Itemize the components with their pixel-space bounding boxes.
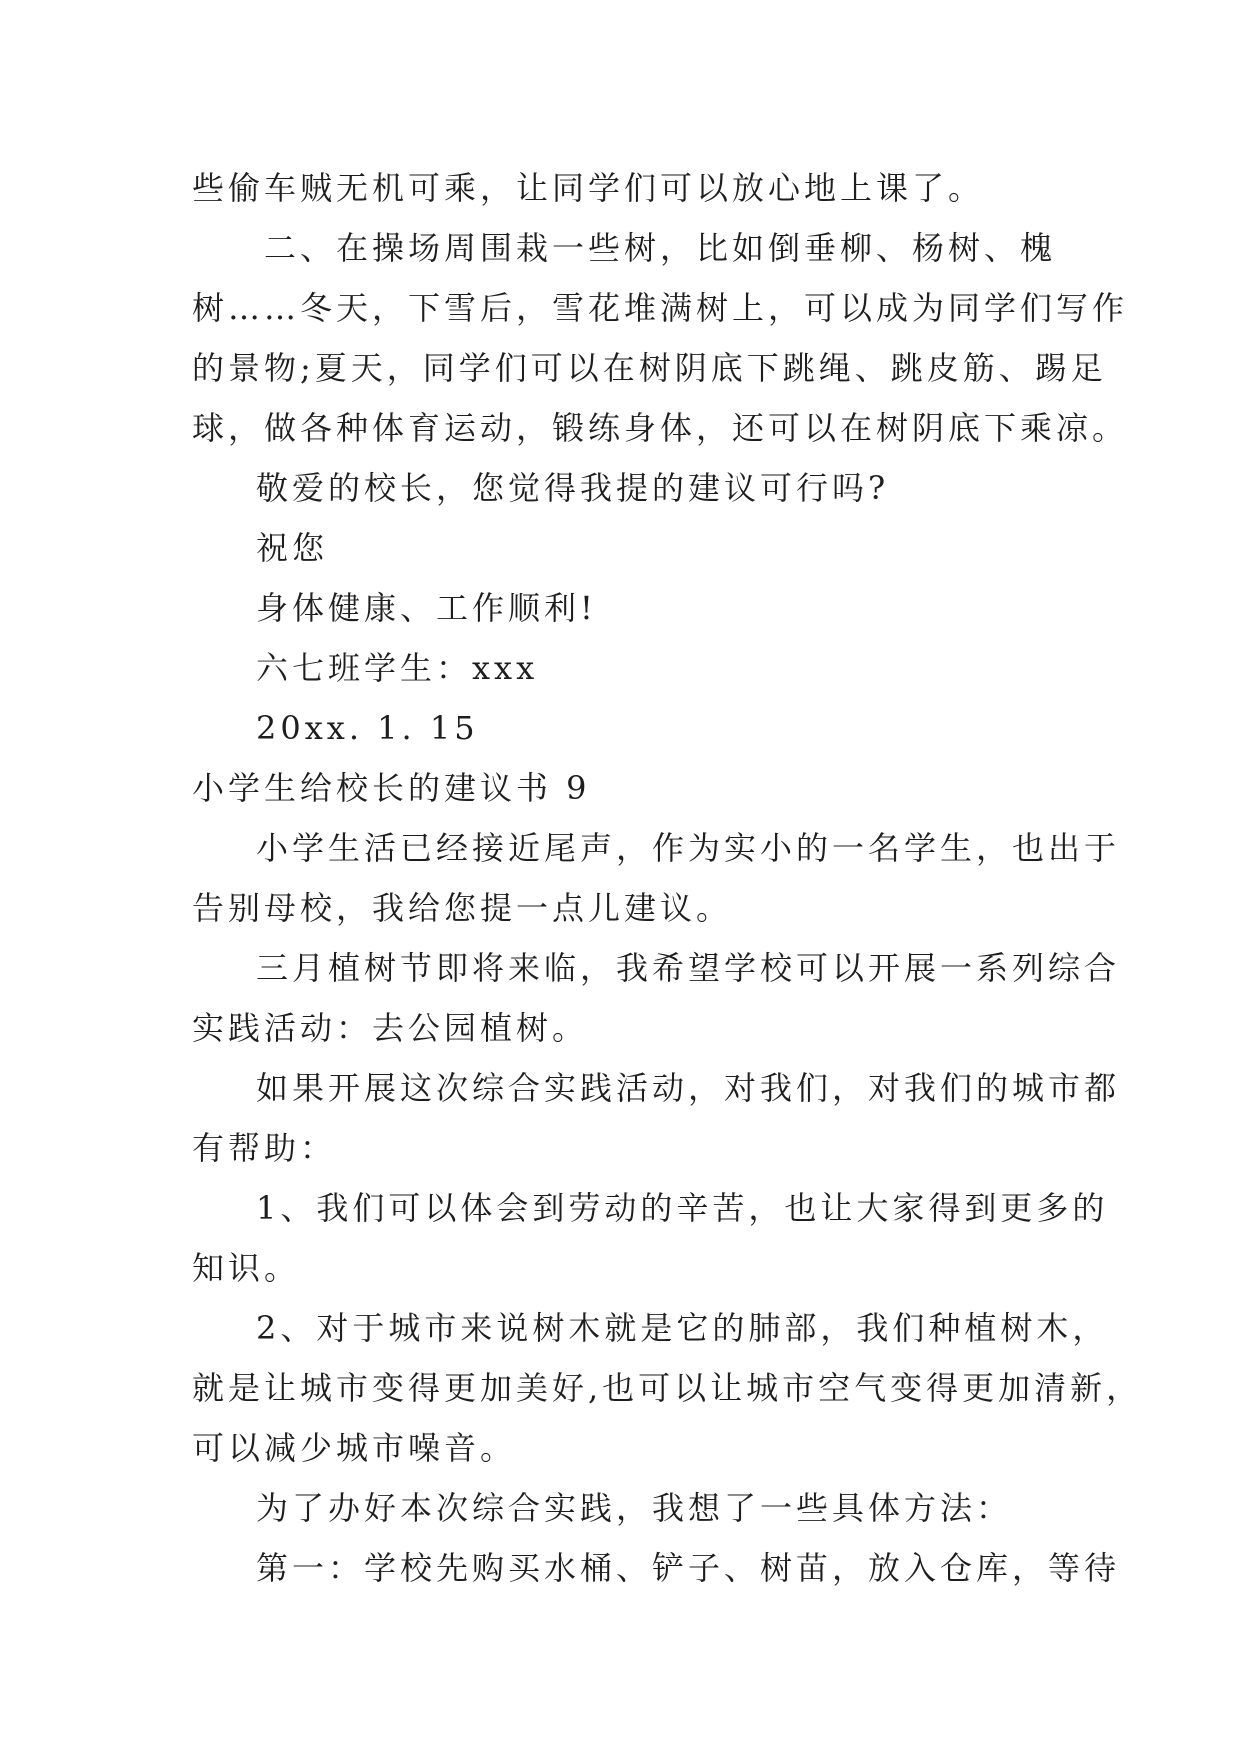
text-line: 树……冬天，下雪后，雪花堆满树上，可以成为同学们写作 xyxy=(192,289,1129,327)
text-line: 实践活动：去公园植树。 xyxy=(192,1009,589,1047)
text-line: 祝您 xyxy=(256,529,329,567)
text-line: 些偷车贼无机可乘，让同学们可以放心地上课了。 xyxy=(192,169,985,207)
text-line: 第一：学校先购买水桶、铲子、树苗，放入仓库，等待 xyxy=(256,1549,1121,1587)
text-line: 知识。 xyxy=(192,1249,301,1287)
text-line: 如果开展这次综合实践活动，对我们，对我们的城市都 xyxy=(256,1069,1121,1107)
text-line: 1、我们可以体会到劳动的辛苦，也让大家得到更多的 xyxy=(256,1189,1109,1227)
text-line: 告别母校，我给您提一点儿建议。 xyxy=(192,889,733,927)
text-line: 就是让城市变得更加美好,也可以让城市空气变得更加清新， xyxy=(192,1369,1143,1407)
text-line: 三月植树节即将来临，我希望学校可以开展一系列综合 xyxy=(256,949,1121,987)
text-line: 为了办好本次综合实践，我想了一些具体方法： xyxy=(256,1489,1013,1527)
text-line: 可以减少城市噪音。 xyxy=(192,1429,517,1467)
text-line: 球，做各种体育运动，锻练身体，还可以在树阴底下乘凉。 xyxy=(192,409,1129,447)
text-line: 的景物;夏天，同学们可以在树阴底下跳绳、跳皮筋、踢足 xyxy=(192,349,1107,387)
text-line: 小学生活已经接近尾声，作为实小的一名学生，也出于 xyxy=(256,829,1121,867)
text-line: 身体健康、工作顺利! xyxy=(256,589,597,627)
text-line: 二、在操场周围栽一些树，比如倒垂柳、杨树、槐 xyxy=(264,229,1057,267)
section-heading: 小学生给校长的建议书 9 xyxy=(192,769,591,807)
text-line: 敬爱的校长，您觉得我提的建议可行吗? xyxy=(256,469,890,507)
signature-line: 六七班学生：xxx xyxy=(256,649,539,687)
date-line: 20xx. 1. 15 xyxy=(256,709,479,747)
text-line: 有帮助： xyxy=(192,1129,337,1167)
text-line: 2、对于城市来说树木就是它的肺部，我们种植树木， xyxy=(256,1309,1109,1347)
